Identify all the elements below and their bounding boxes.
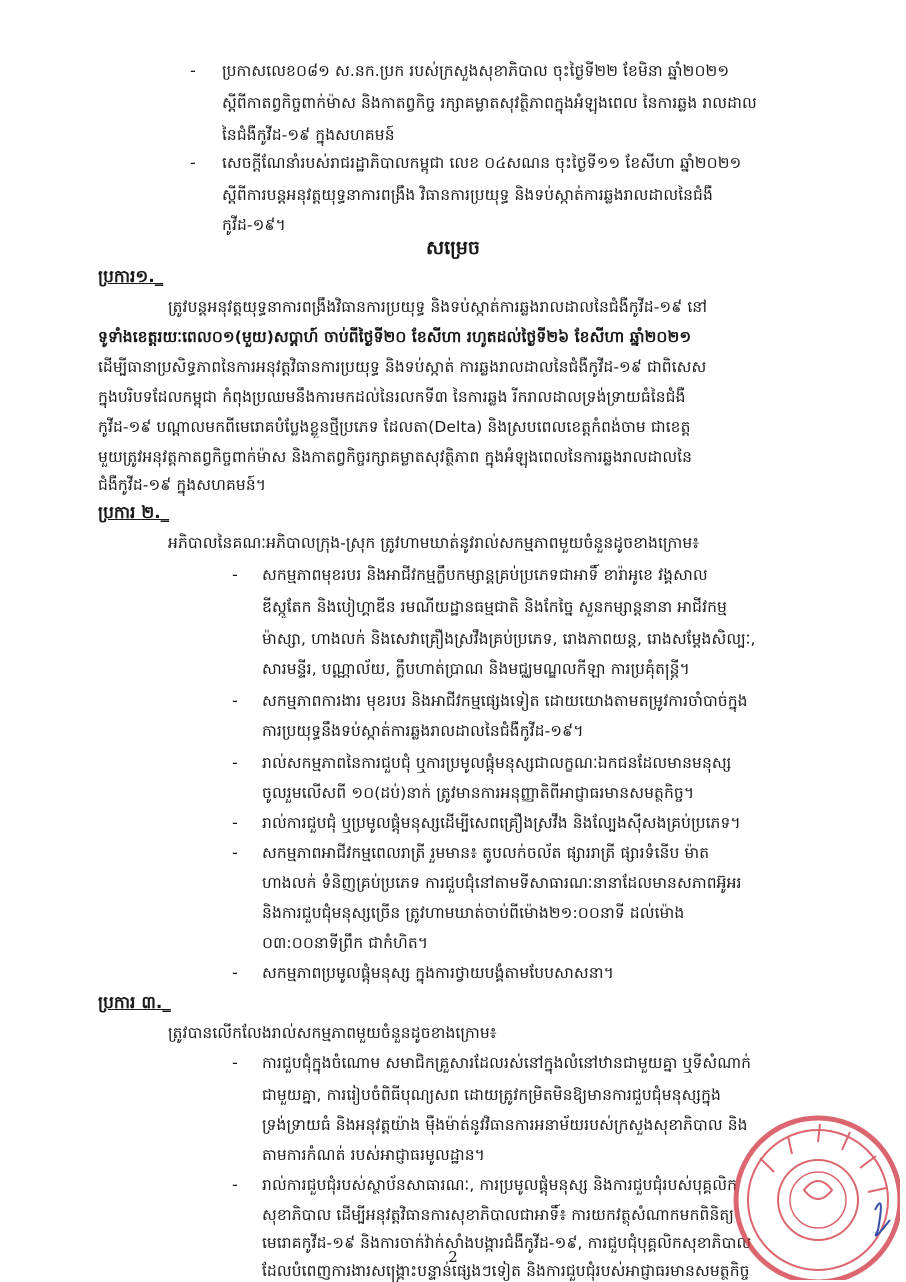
article-2-item-line: សារមន្ទីរ, បណ្ណាល័យ, ក្លឹបហាត់ប្រាណ និងមជ្ឈមណ្ឌលកីឡា ការប្រគុំតន្ត្រី។ — [262, 660, 690, 678]
preamble-line: កូវីដ-១៩។ — [222, 216, 286, 234]
bullet-dash: - — [232, 753, 238, 772]
article-2-item-line: រាល់សកម្មភាពនៃការជួបជុំ ឬការប្រមូលផ្ដុំមនុស្សជាលក្ខណៈឯកជនដែលមានមនុស្ស — [262, 754, 732, 772]
article-2-item-line: ម៉ាស្សា, ហាងលក់ និងសេវាគ្រឿងស្រវឹងគ្រប់ប្រភេទ, រោងភាពយន្ត, រោងសម្ដែងសិល្បៈ, — [262, 630, 756, 648]
article-2-item-line: សកម្មភាពអាជីវកម្មពេលរាត្រី រួមមាន៖ តូបលក់ចល័ត ផ្សាររាត្រី ផ្សារទំនើប ម៉ាត — [262, 844, 710, 862]
article-2-item-line: និងការជួបជុំមនុស្សច្រើន ត្រូវហាមឃាត់ចាប់ពីម៉ោង២១:០០នាទី ដល់ម៉ោង — [262, 904, 685, 922]
article-2-item-line: ការប្រយុទ្ធនឹងទប់ស្កាត់ការឆ្លងរាលដាលនៃជំងឺកូវីដ-១៩។ — [262, 722, 584, 740]
bullet-dash: - — [232, 813, 238, 832]
bullet-dash: - — [232, 565, 238, 584]
preamble-line: ស្ដីពីកាតព្វកិច្ចពាក់ម៉ាស និងកាតព្វកិច្ច រក្សាគម្លាតសុវត្ថិភាពក្នុងអំឡុងពេល នៃការឆ្លង រាលដាល — [222, 94, 757, 112]
bullet-dash: - — [232, 1175, 238, 1194]
article-3-intro: ត្រូវបានលើកលែងរាល់សកម្មភាពមួយចំនួនដូចខាងក្រោម៖ — [168, 1024, 497, 1042]
article-3-item-line: ការជួបជុំក្នុងចំណោម សមាជិកគ្រួសារដែលរស់នៅក្នុងលំនៅឋានជាមួយគ្នា ឬទីសំណាក់ — [262, 1054, 752, 1072]
article-3-heading: ប្រការ ៣._ — [98, 993, 171, 1013]
document-title: សម្រេច — [426, 237, 480, 259]
preamble-line: សេចក្ដីណែនាំរបស់រាជរដ្ឋាភិបាលកម្ពុជា លេខ ០៤សណន ចុះថ្ងៃទី១១ ខែសីហា ឆ្នាំ២០២១ — [222, 154, 742, 172]
article-2-item-line: ហាងលក់ ទំនិញគ្រប់ប្រភេទ ការជួបជុំនៅតាមទីសាធារណៈនានាដែលមានសភាពអ៊ូអរ — [262, 874, 742, 892]
article-2-item-line: ចូលរួមលើសពី ១០(ដប់)នាក់ ត្រូវមានការអនុញ្ញាតិពីអាជ្ញាធរមានសមត្ថកិច្ច។ — [262, 784, 695, 802]
article-2-intro: អភិបាលនៃគណៈអភិបាលក្រុង-ស្រុក ត្រូវហាមឃាត់នូវរាល់សកម្មភាពមួយចំនួនដូចខាងក្រោម៖ — [168, 534, 700, 552]
article-2-item-line: សកម្មភាពមុខរបរ និងអាជីវកម្មក្លឹបកម្សាន្តគ្រប់ប្រភេទជាអាទិ៍ ខារ៉ាអូខេ វង្គសាល — [262, 566, 708, 584]
article-2-item-line: ឌីស្កូតែក និងបៀហ្គាឌីន រមណីយដ្ឋានធម្មជាតិ និងកែច្នៃ សួនកម្សាន្តនានា អាជីវកម្ម — [262, 598, 727, 616]
article-1-line: មួយត្រូវអនុវត្តកាតព្វកិច្ចពាក់ម៉ាស និងកាតព្វកិច្ចរក្សាគម្លាតសុវត្ថិភាព ក្នុងអំឡុងពេលនៃការឆ្លងរាលដាលនៃ — [98, 448, 693, 466]
article-2-item-line: ០៣:០០នាទីព្រឹក ជាកំហិត។ — [262, 934, 429, 952]
preamble-line: ស្ដីពីការបន្តអនុវត្តយុទ្ធនាការពង្រឹង វិធានការប្រយុទ្ធ និងទប់ស្កាត់ការឆ្លងរាលដាលនៃជំងឺ — [222, 186, 713, 204]
bullet-dash: - — [232, 691, 238, 710]
bullet-dash: - — [190, 61, 196, 80]
bullet-dash: - — [190, 153, 196, 172]
preamble-line: នៃជំងឺកូវីដ-១៩ ក្នុងសហគមន៍ — [222, 126, 395, 144]
article-3-item-line: ជាមួយគ្នា, ការរៀបចំពិធីបុណ្យសព ដោយត្រូវកម្រិតមិនឱ្យមានការជួបជុំមនុស្សក្នុង — [262, 1086, 721, 1104]
article-2-item-line: សកម្មភាពការងារ មុខរបរ និងអាជីវកម្មផ្សេងទៀត ដោយយោងតាមតម្រូវការចាំបាច់ក្នុង — [262, 692, 748, 710]
page-number: 2 — [448, 1248, 458, 1266]
article-3-item-line: រាល់ការជួបជុំរបស់ស្ថាប័នសាធារណៈ, ការប្រមូលផ្ដុំមនុស្ស និងការជួបជុំរបស់បុគ្គលិក — [262, 1176, 738, 1194]
article-3-item-line: ទ្រង់ទ្រាយធំ និងអនុវត្តយ៉ាង មុឺងម៉ាត់នូវវិធានការអនាម័យរបស់ក្រសួងសុខាភិបាល និង — [262, 1116, 748, 1134]
article-1-line: ជំងឺកូវីដ-១៩ ក្នុងសហគមន៍។ — [98, 476, 267, 494]
bullet-dash: - — [232, 843, 238, 862]
article-1-line: កូវីដ-១៩ បណ្ដាលមកពីមេរោគបំប្លែងខ្លួនថ្មីប្រភេទ ដែលតា(Delta) និងស្របពេលខេត្តកំពង់ចាម ជាខេត្ត — [98, 418, 691, 436]
article-1-line: ទូទាំងខេត្តរយៈពេល០១(មួយ)សប្ដាហ៍ ចាប់ពីថ្ងៃទី២០ ខែសីហា រហូតដល់ថ្ងៃទី២៦ ខែសីហា ឆ្នាំ២០២១ — [98, 328, 692, 346]
preamble-line: ប្រកាសលេខ០៨១ ស.នក.ប្រក របស់ក្រសួងសុខាភិបាល ចុះថ្ងៃទី២២ ខែមិនា ឆ្នាំ២០២១ — [222, 62, 730, 80]
article-1-line: ក្នុងបរិបទដែលកម្ពុជា កំពុងប្រឈមនឹងការមកដល់នៃរលកទី៣ នៃការឆ្លង រីករាលដាលទ្រង់ទ្រាយធំនៃជំងឺ — [98, 388, 686, 406]
article-2-item-line: រាល់ការជួបជុំ ឬប្រមូលផ្ដុំមនុស្សដើម្បីសេពគ្រឿងស្រវឹង និងល្បែងស៊ីសងគ្រប់ប្រភេទ។ — [262, 814, 741, 832]
article-2-heading: ប្រការ ២._ — [98, 503, 170, 523]
article-3-item-line: មេរោគកូវីដ-១៩ និងការចាក់វ៉ាក់សាំងបង្ការជំងឺកូវីដ-១៩, ការជួបជុំបុគ្គលិកសុខាភិបាល — [262, 1234, 752, 1252]
article-1-line: ដើម្បីធានាប្រសិទ្ធភាពនៃការអនុវត្តវិធានការប្រយុទ្ធ និងទប់ស្កាត់ ការឆ្លងរាលដាលនៃជំងឺកូវីដ-១៩ ជាពិសេស — [98, 358, 707, 376]
article-2-item-line: សកម្មភាពប្រមូលផ្ដុំមនុស្ស ក្នុងការថ្វាយបង្គំតាមបែបសាសនា។ — [262, 964, 614, 982]
article-3-item-line: ដែលបំពេញការងារសង្គ្រោះបន្ទាន់ផ្សេងៗទៀត និងការជួបជុំរបស់អាជ្ញាធរមានសមត្ថកិច្ច — [262, 1262, 750, 1280]
bullet-dash: - — [232, 1053, 238, 1072]
article-1-heading: ប្រការ១._ — [98, 267, 164, 287]
bullet-dash: - — [232, 963, 238, 982]
article-3-item-line: តាមការកំណត់ របស់អាជ្ញាធរមូលដ្ឋាន។ — [262, 1146, 486, 1164]
article-1-line: ត្រូវបន្តអនុវត្តយុទ្ធនាការពង្រឹងវិធានការប្រយុទ្ធ និងទប់ស្កាត់ការឆ្លងរាលដាលនៃជំងឺកូវីដ-១៩ នៅ — [168, 298, 708, 316]
article-3-item-line: សុខាភិបាល ដើម្បីអនុវត្តវិធានការសុខាភិបាលជាអាទិ៍៖ ការយកវត្ថុសំណាកមកពិនិត្យ — [262, 1206, 734, 1224]
